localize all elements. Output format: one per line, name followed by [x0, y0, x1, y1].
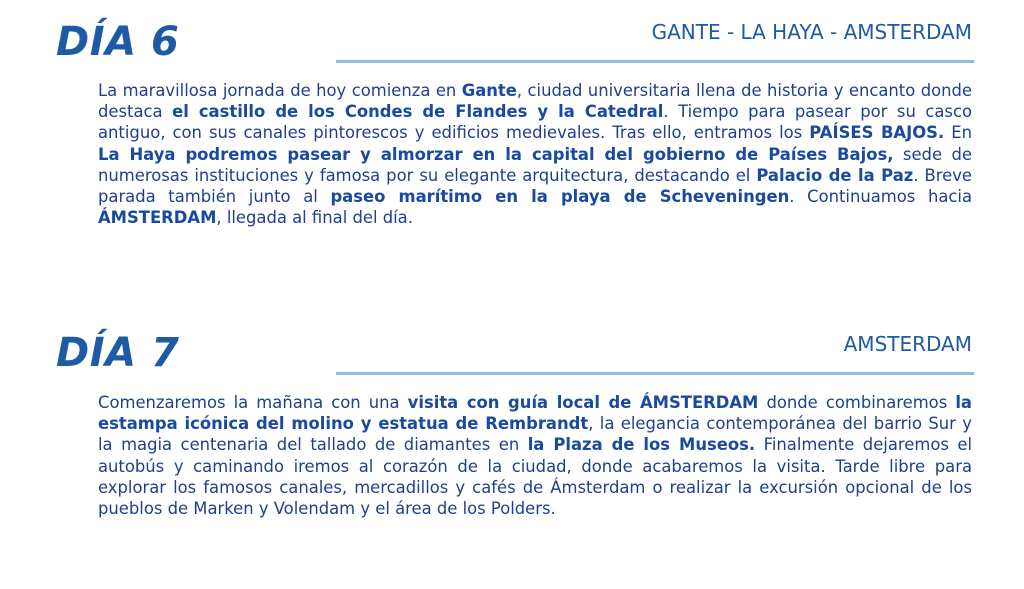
highlight-text: La Haya podremos pasear y almorzar en la capital del gobierno de Países Bajos, [98, 144, 894, 164]
body-text: La maravillosa jornada de hoy comienza en [98, 81, 462, 100]
highlight-text: ÁMSTERDAM [98, 208, 217, 228]
day-7-route: AMSTERDAM [843, 332, 972, 356]
highlight-text: la estampa icónica del molino y estatua de Rembrandt [98, 393, 972, 434]
day-7-divider [336, 372, 974, 375]
day-6-paragraph [98, 80, 972, 228]
body-text: , ciudad universitaria llena de historia y encanto donde destaca [98, 81, 972, 122]
body-text: , la elegancia contemporánea del barrio Sur y la magia centenaria del tallado de diamantes en [98, 414, 972, 455]
highlight-text: paseo marítimo en la playa de Scheveningen [330, 187, 790, 207]
day-7-title: DÍA 7 [56, 330, 180, 376]
body-text: , llegada al final del día. [216, 208, 413, 228]
body-text: . Tiempo para pasear por su casco antiguo, con sus canales pintorescos y edificios medievales. Tras ello, entramos los [98, 102, 973, 143]
highlight-text: Palacio de la Paz [756, 165, 914, 185]
day-6-divider [336, 60, 974, 63]
body-text: Comenzaremos la mañana con una [98, 393, 408, 412]
body-text: . Continuamos hacia [789, 187, 972, 207]
day-7-paragraph [98, 392, 972, 519]
day-6-route: GANTE - LA HAYA - AMSTERDAM [651, 20, 972, 44]
body-text: En [944, 123, 972, 143]
highlight-text: Gante [461, 81, 517, 100]
day-6-title: DÍA 6 [56, 19, 180, 65]
highlight-text: el castillo de los Condes de Flandes y la Catedral [172, 102, 664, 122]
body-text: . Breve parada también junto al [98, 165, 972, 207]
body-text: donde combinaremos [758, 393, 956, 412]
body-text: Finalmente dejaremos el autobús y caminando iremos al corazón de la ciudad, donde acabaremos la visita. Tarde libre para explorar los famosos canales, mercadillos y cafés de Ámsterdam o realizar la excursión opcional de los pueblos de Marken y Volendam y el área de los Polders. [98, 435, 972, 519]
highlight-text: la Plaza de los Museos. [527, 435, 756, 455]
highlight-text: PAÍSES BAJOS. [809, 123, 945, 143]
body-text: sede de numerosas instituciones y famosa por su elegante arquitectura, destacando el [98, 144, 972, 185]
highlight-text: visita con guía local de ÁMSTERDAM [407, 393, 759, 412]
